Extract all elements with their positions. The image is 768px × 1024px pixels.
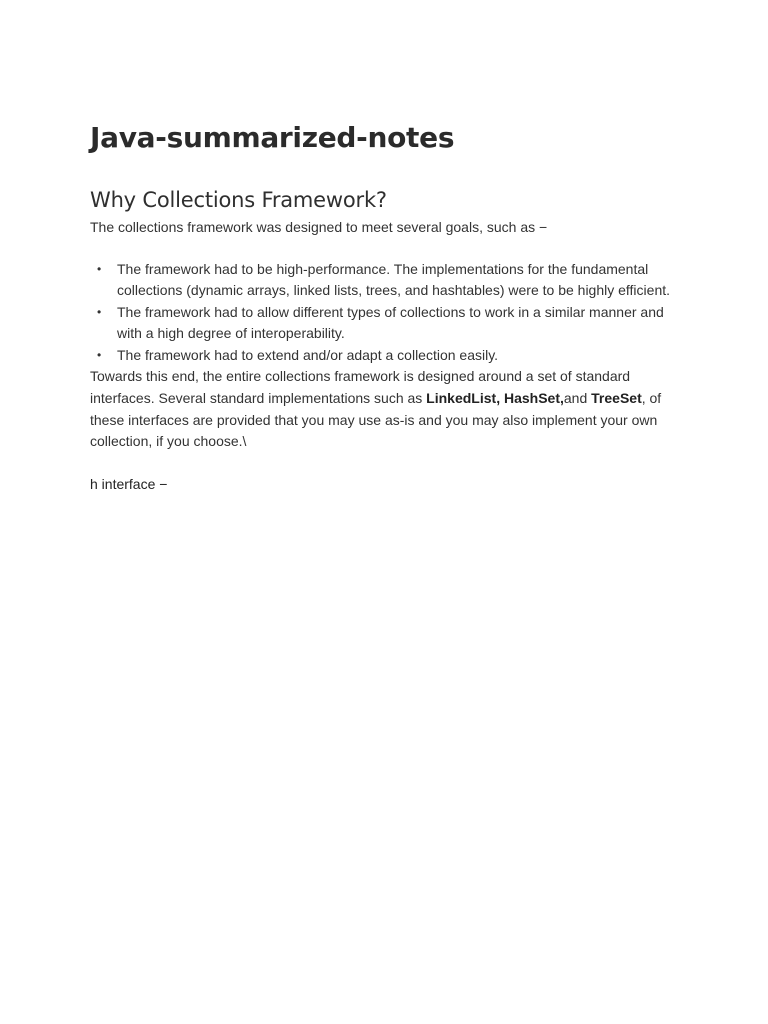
list-item [90, 345, 690, 367]
intro-paragraph: The collections framework was designed to meet several goals, such as − [90, 219, 548, 235]
and-text: and [563, 389, 592, 406]
bullet-icon: • [97, 304, 102, 319]
list-item [90, 259, 690, 302]
comma-separator: , [496, 389, 504, 406]
linkedlist-term: LinkedList [426, 389, 497, 406]
paragraph-text: Towards this end, the entire collections framework is designed around a set of standard interfaces. Several standard implementations such as [90, 368, 631, 406]
list-item [90, 302, 690, 345]
list-item-text: The framework had to allow different types of collections to work in a similar manner and with a high degree of interoperability. [117, 303, 664, 341]
list-item-text: The framework had to be high-performance. The implementations for the fundamental collections (dynamic arrays, linked lists, trees, and hashtables) were to be highly efficient. [117, 260, 671, 298]
trailing-line: h interface − [90, 476, 168, 493]
section-heading: Why Collections Framework? [90, 188, 387, 212]
treeset-term: TreeSet [591, 389, 642, 406]
body-paragraph [90, 366, 690, 453]
bullet-icon: • [97, 347, 102, 362]
document-title: Java-summarized-notes [90, 121, 455, 154]
hashset-term: HashSet, [503, 389, 564, 406]
document-page [90, 118, 690, 496]
list-item-text: The framework had to extend and/or adapt a collection easily. [117, 346, 499, 363]
goals-list [90, 259, 690, 367]
bullet-icon: • [97, 261, 102, 276]
paragraph-text-end: , of these interfaces are provided that you may use as-is and you may also implement your own collection, if you choose.\ [90, 389, 662, 450]
